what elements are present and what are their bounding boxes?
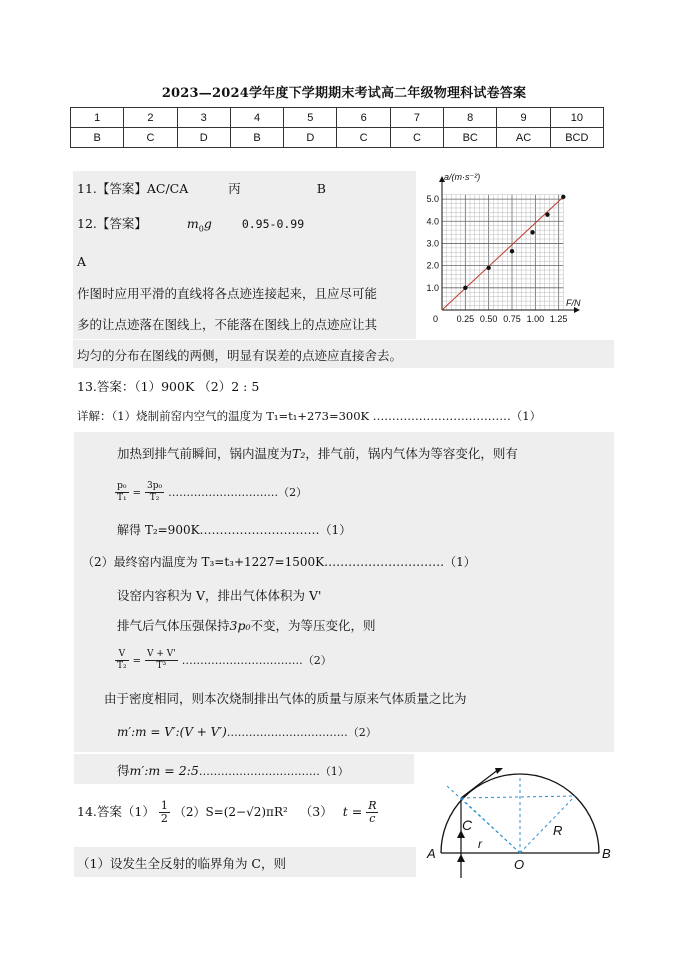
x-tick-label: 1.00: [526, 314, 545, 324]
x-tick-label: 0.50: [479, 314, 498, 324]
question-number: 3: [177, 108, 230, 128]
data-point: [545, 212, 549, 216]
label-O: O: [514, 857, 525, 872]
answer-cell: D: [177, 128, 230, 148]
q13-equation-1: $\frac{\text{p₀}}{\text{T₁}}$ = $\frac{\text{3p₀}}{\text{T₂}}$ …………………………（2）: [117, 481, 308, 503]
fraction: $\frac{\text{3p₀}}{\text{T₂}}$: [146, 481, 163, 503]
data-point: [561, 195, 565, 199]
q13-part2-2: 设窑内容积为 V，排出气体体积为 V': [117, 588, 322, 603]
y-axis-label: a/(m·s⁻²): [444, 172, 481, 182]
q13-density: 由于密度相同，则本次烧制排出气体的质量与原来气体质量之比为: [104, 691, 467, 706]
fraction-r-over-c: $\frac{R}{c}$: [368, 799, 377, 825]
question-number: 9: [497, 108, 550, 128]
q13-part2-3: 排气后气体压强保持3p₀不变，为等压变化，则: [117, 618, 376, 633]
answer-cell: C: [337, 128, 390, 148]
q12-label: 12.【答案】: [77, 216, 147, 231]
question-number: 5: [284, 108, 337, 128]
arrow-icon: [495, 768, 505, 774]
data-point: [463, 286, 467, 290]
q11-part2: 丙: [228, 181, 241, 196]
chord-line: [461, 796, 575, 798]
x-tick-label: 0.75: [503, 314, 521, 324]
semicircle-optics-diagram: [425, 768, 615, 888]
answer-cell: AC: [497, 128, 550, 148]
arrow-up-icon: [457, 854, 465, 862]
q12-explain-line-2: 多的让点迹落在图线上，不能落在图线上的点迹应让其: [77, 317, 378, 332]
y-tick-label: 1.0: [426, 282, 439, 293]
label-r: r: [478, 837, 482, 851]
answer-cell: C: [124, 128, 177, 148]
fraction-half: $\frac{1}{2}$: [160, 799, 168, 825]
answer-cell: BC: [444, 128, 497, 148]
q13-answer: 13.答案：（1）900K （2）2 : 5: [77, 379, 260, 394]
question-number: 10: [550, 108, 603, 128]
answer-table-answer-row: [71, 128, 604, 148]
q11-answer: [77, 179, 326, 197]
data-point: [510, 249, 514, 253]
fraction: $\frac{V + V'}{\text{T³}}$: [146, 649, 176, 671]
q14-detail: （1）设发生全反射的临界角为 C，则: [77, 856, 286, 871]
q14-answer: 14.答案（1） $\frac{1}{2}$ （2）S=(2−√2)πR² （3） t = $\frac{R}{c}$: [77, 799, 377, 825]
x-axis-label: F/N: [566, 298, 581, 308]
answer-table: [70, 107, 604, 148]
answer-cell: D: [284, 128, 337, 148]
label-A: A: [427, 846, 436, 861]
label-B: B: [602, 846, 611, 861]
answer-cell: B: [230, 128, 283, 148]
fraction: $\frac{\text{p₀}}{\text{T₁}}$: [117, 481, 127, 503]
q12-explain-line-3: 均匀的分布在图线的两侧，明显有误差的点迹应直接舍去。: [77, 348, 403, 363]
answer-cell: C: [390, 128, 443, 148]
y-tick-label: 3.0: [426, 238, 439, 249]
q13-equation-2: $\frac{V}{\text{T₂}}$ = $\frac{V + V'}{\text{T³}}$ ……………………………（2）: [117, 649, 332, 671]
q12-explain-line-1: 作图时应用平滑的直线将各点迹连接起来，且应尽可能: [77, 286, 378, 301]
label-C: C: [462, 817, 473, 833]
q13-part2-1: （2）最终窑内温度为 T₃=t₃+1227=1500K…………………………（1）: [82, 555, 476, 569]
question-number: 4: [230, 108, 283, 128]
q13-detail-1: 详解：（1）烧制前窑内空气的温度为 T₁=t₁+273=300K ………………………………（1）: [77, 409, 542, 423]
x-tick-label: 0.25: [456, 314, 475, 324]
q11-part3: B: [316, 181, 326, 196]
answer-cell: B: [71, 128, 124, 148]
answer-table-number-row: [71, 108, 604, 128]
q13-detail-2: 加热到排气前瞬间，锅内温度为T₂，排气前，锅内气体为等容变化，则有: [117, 446, 518, 461]
q13-ratio-equation: m′:m = V′:(V + V′)……………………………（2）: [117, 725, 377, 739]
page-title: 2023—2024学年度下学期期末考试高二年级物理科试卷答案: [161, 86, 527, 101]
question-number: 2: [124, 108, 177, 128]
radius-line: [520, 796, 575, 853]
y-tick-label: 4.0: [426, 216, 439, 227]
q12-range: 0.95-0.99: [241, 217, 305, 231]
q13-solve-t2: 解得 T₂=900K…………………………（1）: [117, 523, 352, 537]
q12-formula: $m_0g$: [186, 216, 212, 234]
question-number: 8: [444, 108, 497, 128]
y-tick-label: 5.0: [426, 194, 439, 205]
q13-result: 得m′:m = 2:5……………………………（1）: [117, 763, 349, 778]
x-tick-label: 1.25: [549, 314, 568, 324]
acceleration-force-chart: [418, 170, 598, 330]
data-point: [486, 266, 490, 270]
question-number: 7: [390, 108, 443, 128]
question-number: 1: [71, 108, 124, 128]
data-point: [530, 230, 534, 234]
origin-label: 0: [432, 314, 438, 324]
label-R: R: [553, 823, 563, 838]
y-tick-label: 2.0: [426, 260, 439, 271]
answer-cell: BCD: [550, 128, 603, 148]
q12-letter: A: [77, 254, 87, 269]
fraction: $\frac{V}{\text{T₂}}$: [117, 649, 127, 671]
question-number: 6: [337, 108, 390, 128]
q12-answer: [77, 214, 304, 234]
q11-label: 11.【答案】AC/CA: [77, 181, 189, 196]
